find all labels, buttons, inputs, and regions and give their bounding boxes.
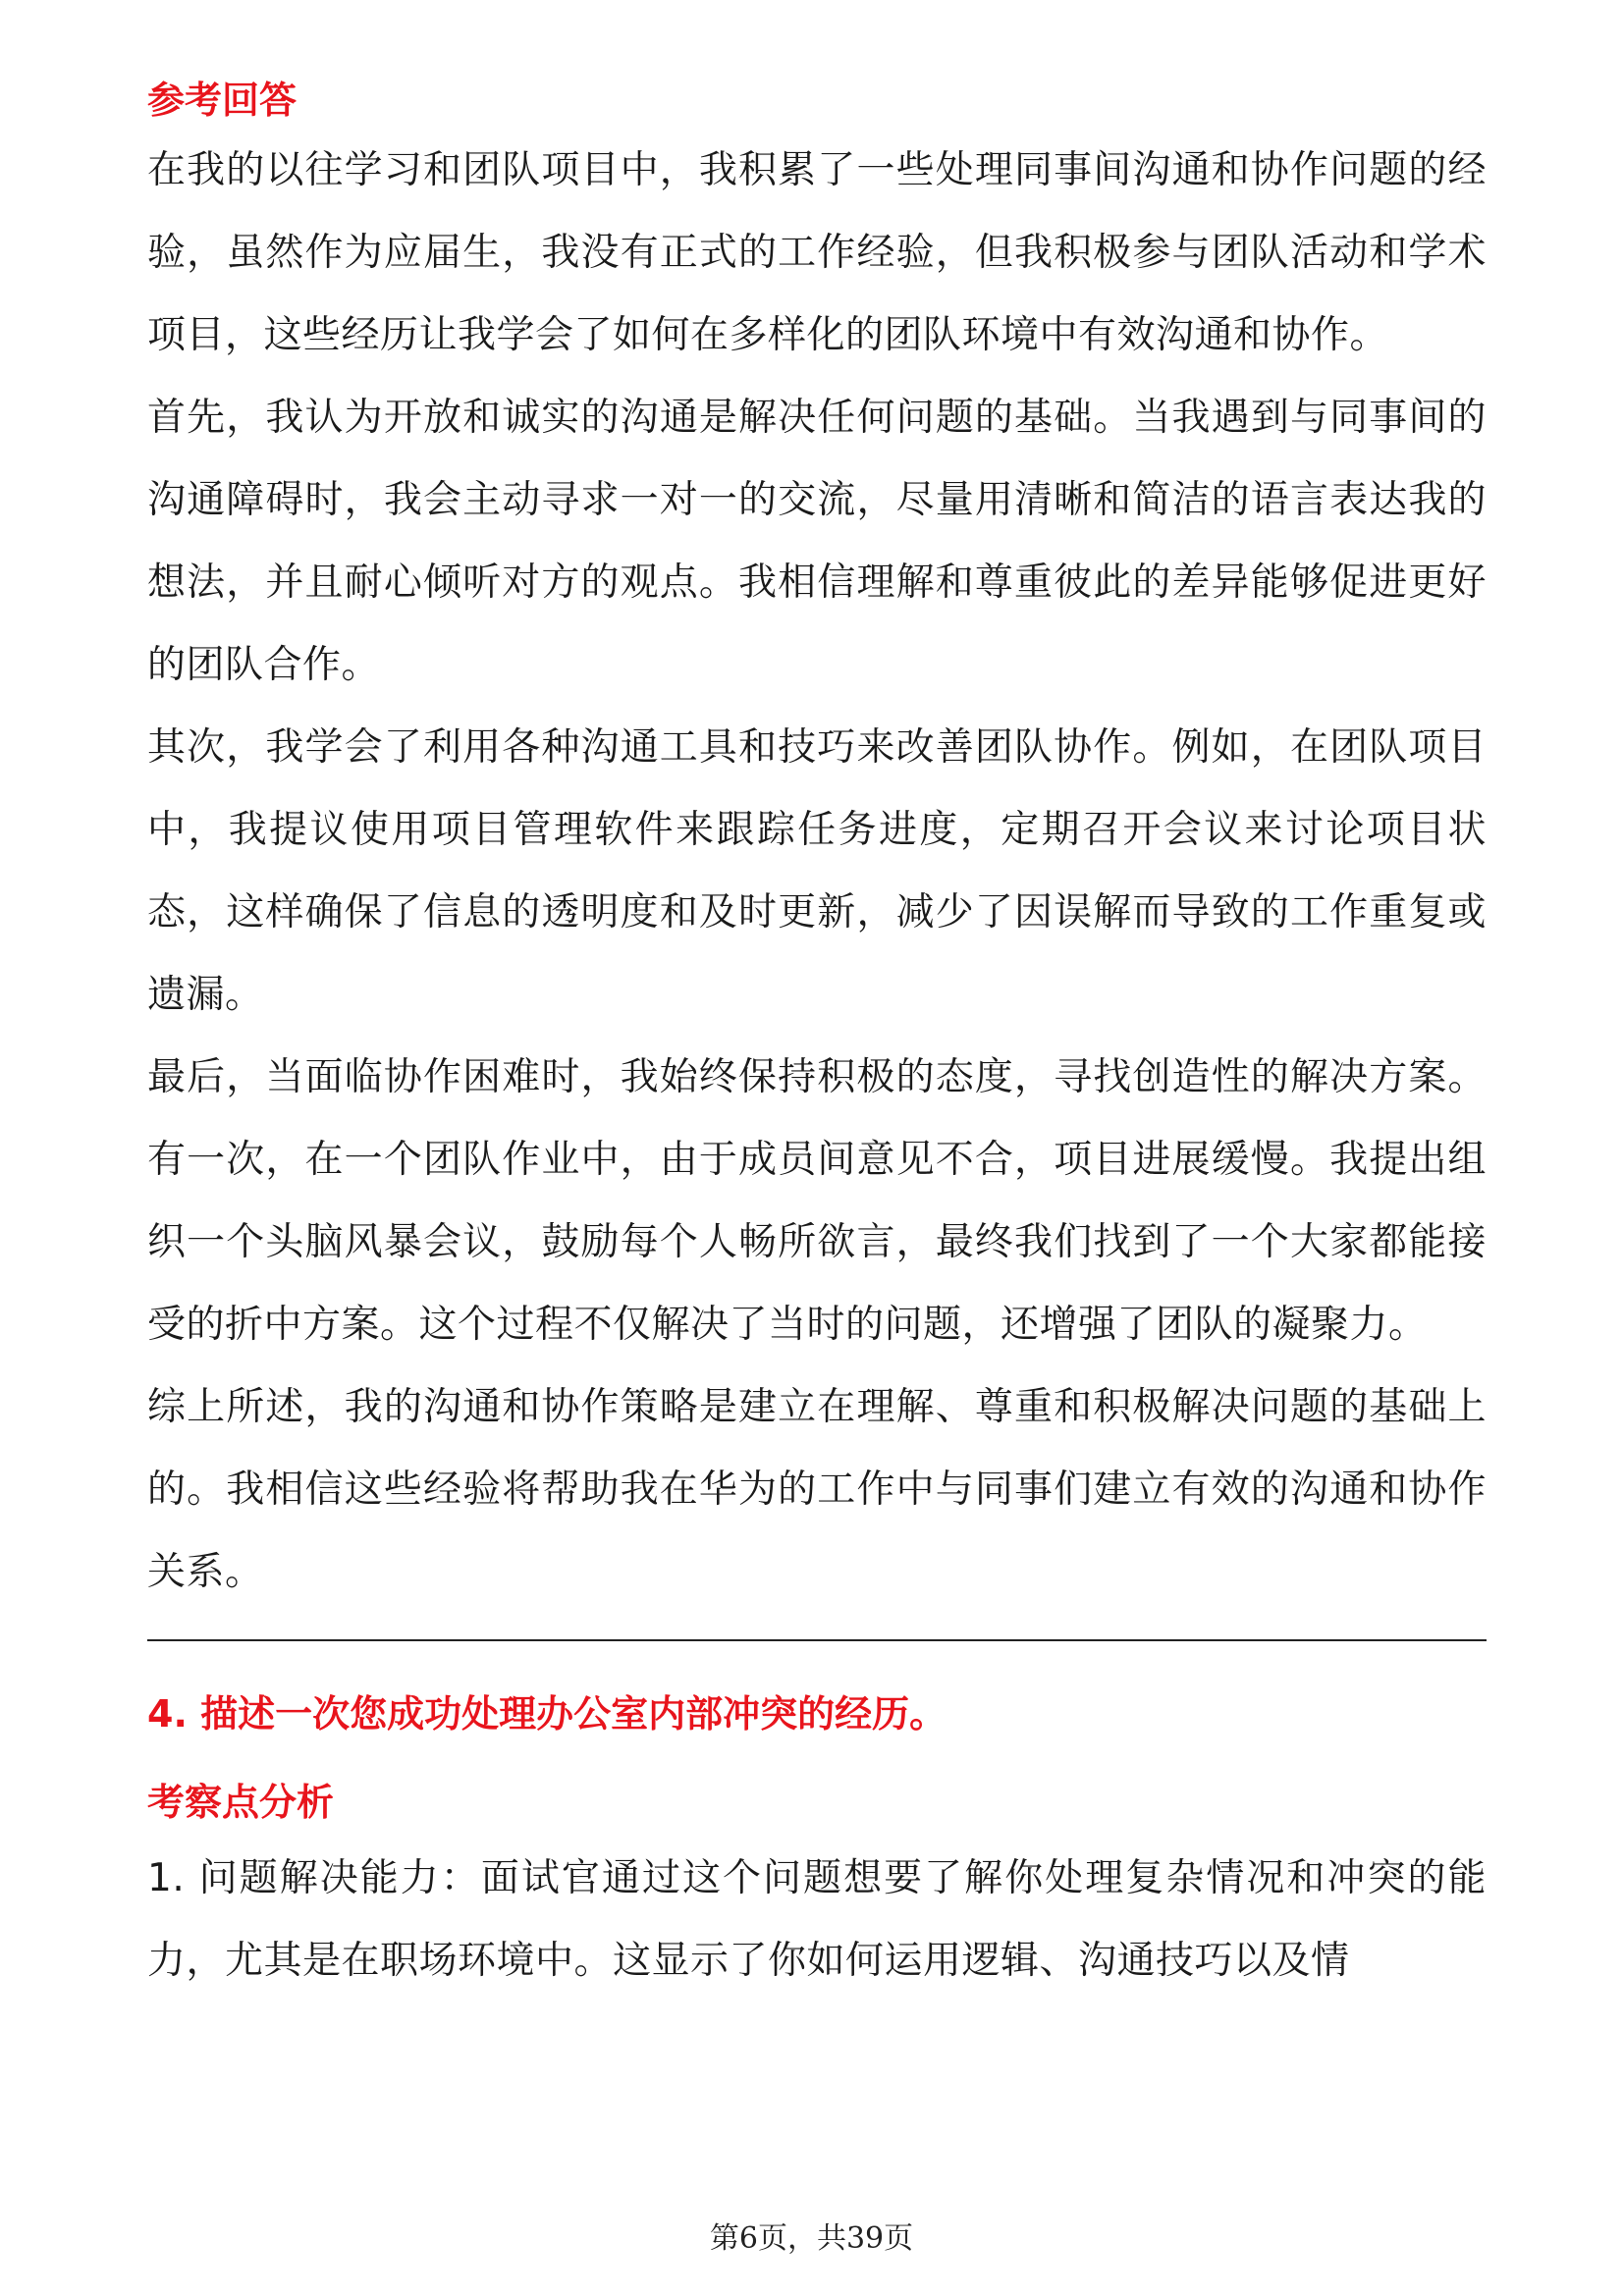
answer-paragraph-5: 综上所述，我的沟通和协作策略是建立在理解、尊重和积极解决问题的基础上的。我相信这些经验将帮助我在华为的工作中与同事们建立有效的沟通和协作关系。 [147, 1385, 1487, 1594]
analysis-paragraph-1: 1. 问题解决能力：面试官通过这个问题想要了解你处理复杂情况和冲突的能力，尤其是在职场环境中。这显示了你如何运用逻辑、沟通技巧以及情 [147, 1856, 1487, 1983]
section-divider [147, 1639, 1487, 1641]
analysis-heading: 考察点分析 [147, 1781, 335, 1824]
answer-paragraph-2: 首先，我认为开放和诚实的沟通是解决任何问题的基础。当我遇到与同事间的沟通障碍时，我会主动寻求一对一的交流，尽量用清晰和简洁的语言表达我的想法，并且耐心倾听对方的观点。我相信理解和尊重彼此的差异能够促进更好的团队合作。 [147, 396, 1487, 687]
reference-answer-heading: 参考回答 [147, 79, 298, 122]
answer-paragraph-3: 其次，我学会了利用各种沟通工具和技巧来改善团队协作。例如，在团队项目中，我提议使用项目管理软件来跟踪任务进度，定期召开会议来讨论项目状态，这样确保了信息的透明度和及时更新，减少了因误解而导致的工作重复或遗漏。 [147, 725, 1487, 1017]
answer-paragraph-1: 在我的以往学习和团队项目中，我积累了一些处理同事间沟通和协作问题的经验，虽然作为应届生，我没有正式的工作经验，但我积极参与团队活动和学术项目，这些经历让我学会了如何在多样化的团队环境中有效沟通和协作。 [147, 148, 1487, 357]
page-footer: 第6页，共39页 [709, 2221, 914, 2256]
question-title: 4. 描述一次您成功处理办公室内部冲突的经历。 [147, 1692, 947, 1735]
answer-paragraph-4: 最后，当面临协作困难时，我始终保持积极的态度，寻找创造性的解决方案。有一次，在一个团队作业中，由于成员间意见不合，项目进展缓慢。我提出组织一个头脑风暴会议，鼓励每个人畅所欲言，最终我们找到了一个大家都能接受的折中方案。这个过程不仅解决了当时的问题，还增强了团队的凝聚力。 [147, 1055, 1487, 1347]
document-page [147, 71, 1487, 2002]
